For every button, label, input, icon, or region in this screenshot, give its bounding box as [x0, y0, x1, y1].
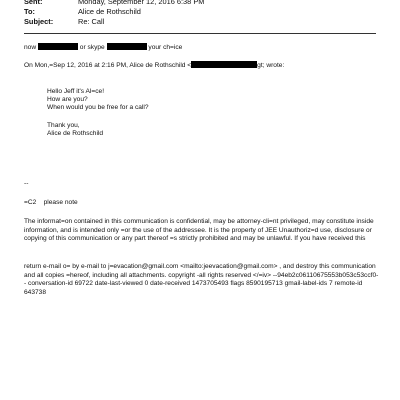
quoted-line: Alice de Rothschild: [47, 130, 104, 137]
note-code: =C2: [24, 199, 37, 206]
reply-line: [24, 43, 182, 52]
quoted-line: When would you be free for a call?: [47, 104, 149, 111]
header-divider: [24, 33, 376, 34]
subject-value: Re: Call: [78, 17, 105, 26]
email-footer-metadata: return e-mail o= by e-mail to j=evacation@gmail.com <mailto:jeevacation@gmail.com> , and destroy this communication and all copies =hereof, including all attachments. copyright -all rights reserved </=iv> --94eb2c06110675553b053c53ccf0-- conversation-id 69722 date-last-viewed 0 date-received 1473705493 flags 8590195713 gmail-label-ids 7 remote-id 643738: [24, 263, 379, 296]
quoted-line: How are you?: [47, 96, 88, 103]
quote-intro-text: On Mon,=Sep 12, 2016 at 2:16 PM, Alice de Rothschild <: [24, 62, 192, 69]
quote-intro-line: [24, 61, 284, 70]
reply-text-skype: or skype: [79, 44, 105, 51]
note-line: [24, 199, 78, 207]
to-value: Alice de Rothschild: [78, 7, 141, 16]
subject-label: Subject:: [24, 17, 54, 26]
sent-value: Monday, September 12, 2016 6:38 PM: [78, 0, 205, 6]
confidentiality-disclaimer: The informat=on contained in this communication is confidential, may be attorney-cli=nt privileged, may constitute inside information, and is intended only =or the use of the addressee. It is the property of JEE Unauthoriz=d use, disclosure or copying of this communication or any part thereof =s strictly prohibited and may be unlawful. If you have received this: [24, 218, 374, 243]
to-row: [24, 7, 141, 16]
sent-row: [24, 0, 204, 6]
to-label: To:: [24, 7, 35, 16]
redaction-block: [191, 61, 257, 68]
sent-label: Sent:: [24, 0, 43, 6]
subject-row: [24, 17, 104, 26]
quoted-line: Hello Jeff it's Al=ce!: [47, 88, 105, 95]
quoted-line: Thank you,: [47, 122, 80, 129]
redaction-block: [38, 43, 78, 50]
quote-intro-wrote: gt; wrote:: [257, 62, 285, 69]
redaction-block: [107, 43, 147, 50]
reply-text-now: now: [24, 44, 37, 51]
note-text: please note: [43, 199, 78, 206]
reply-text-choice: your ch=ice: [148, 44, 183, 51]
signature-separator: --: [24, 180, 29, 187]
